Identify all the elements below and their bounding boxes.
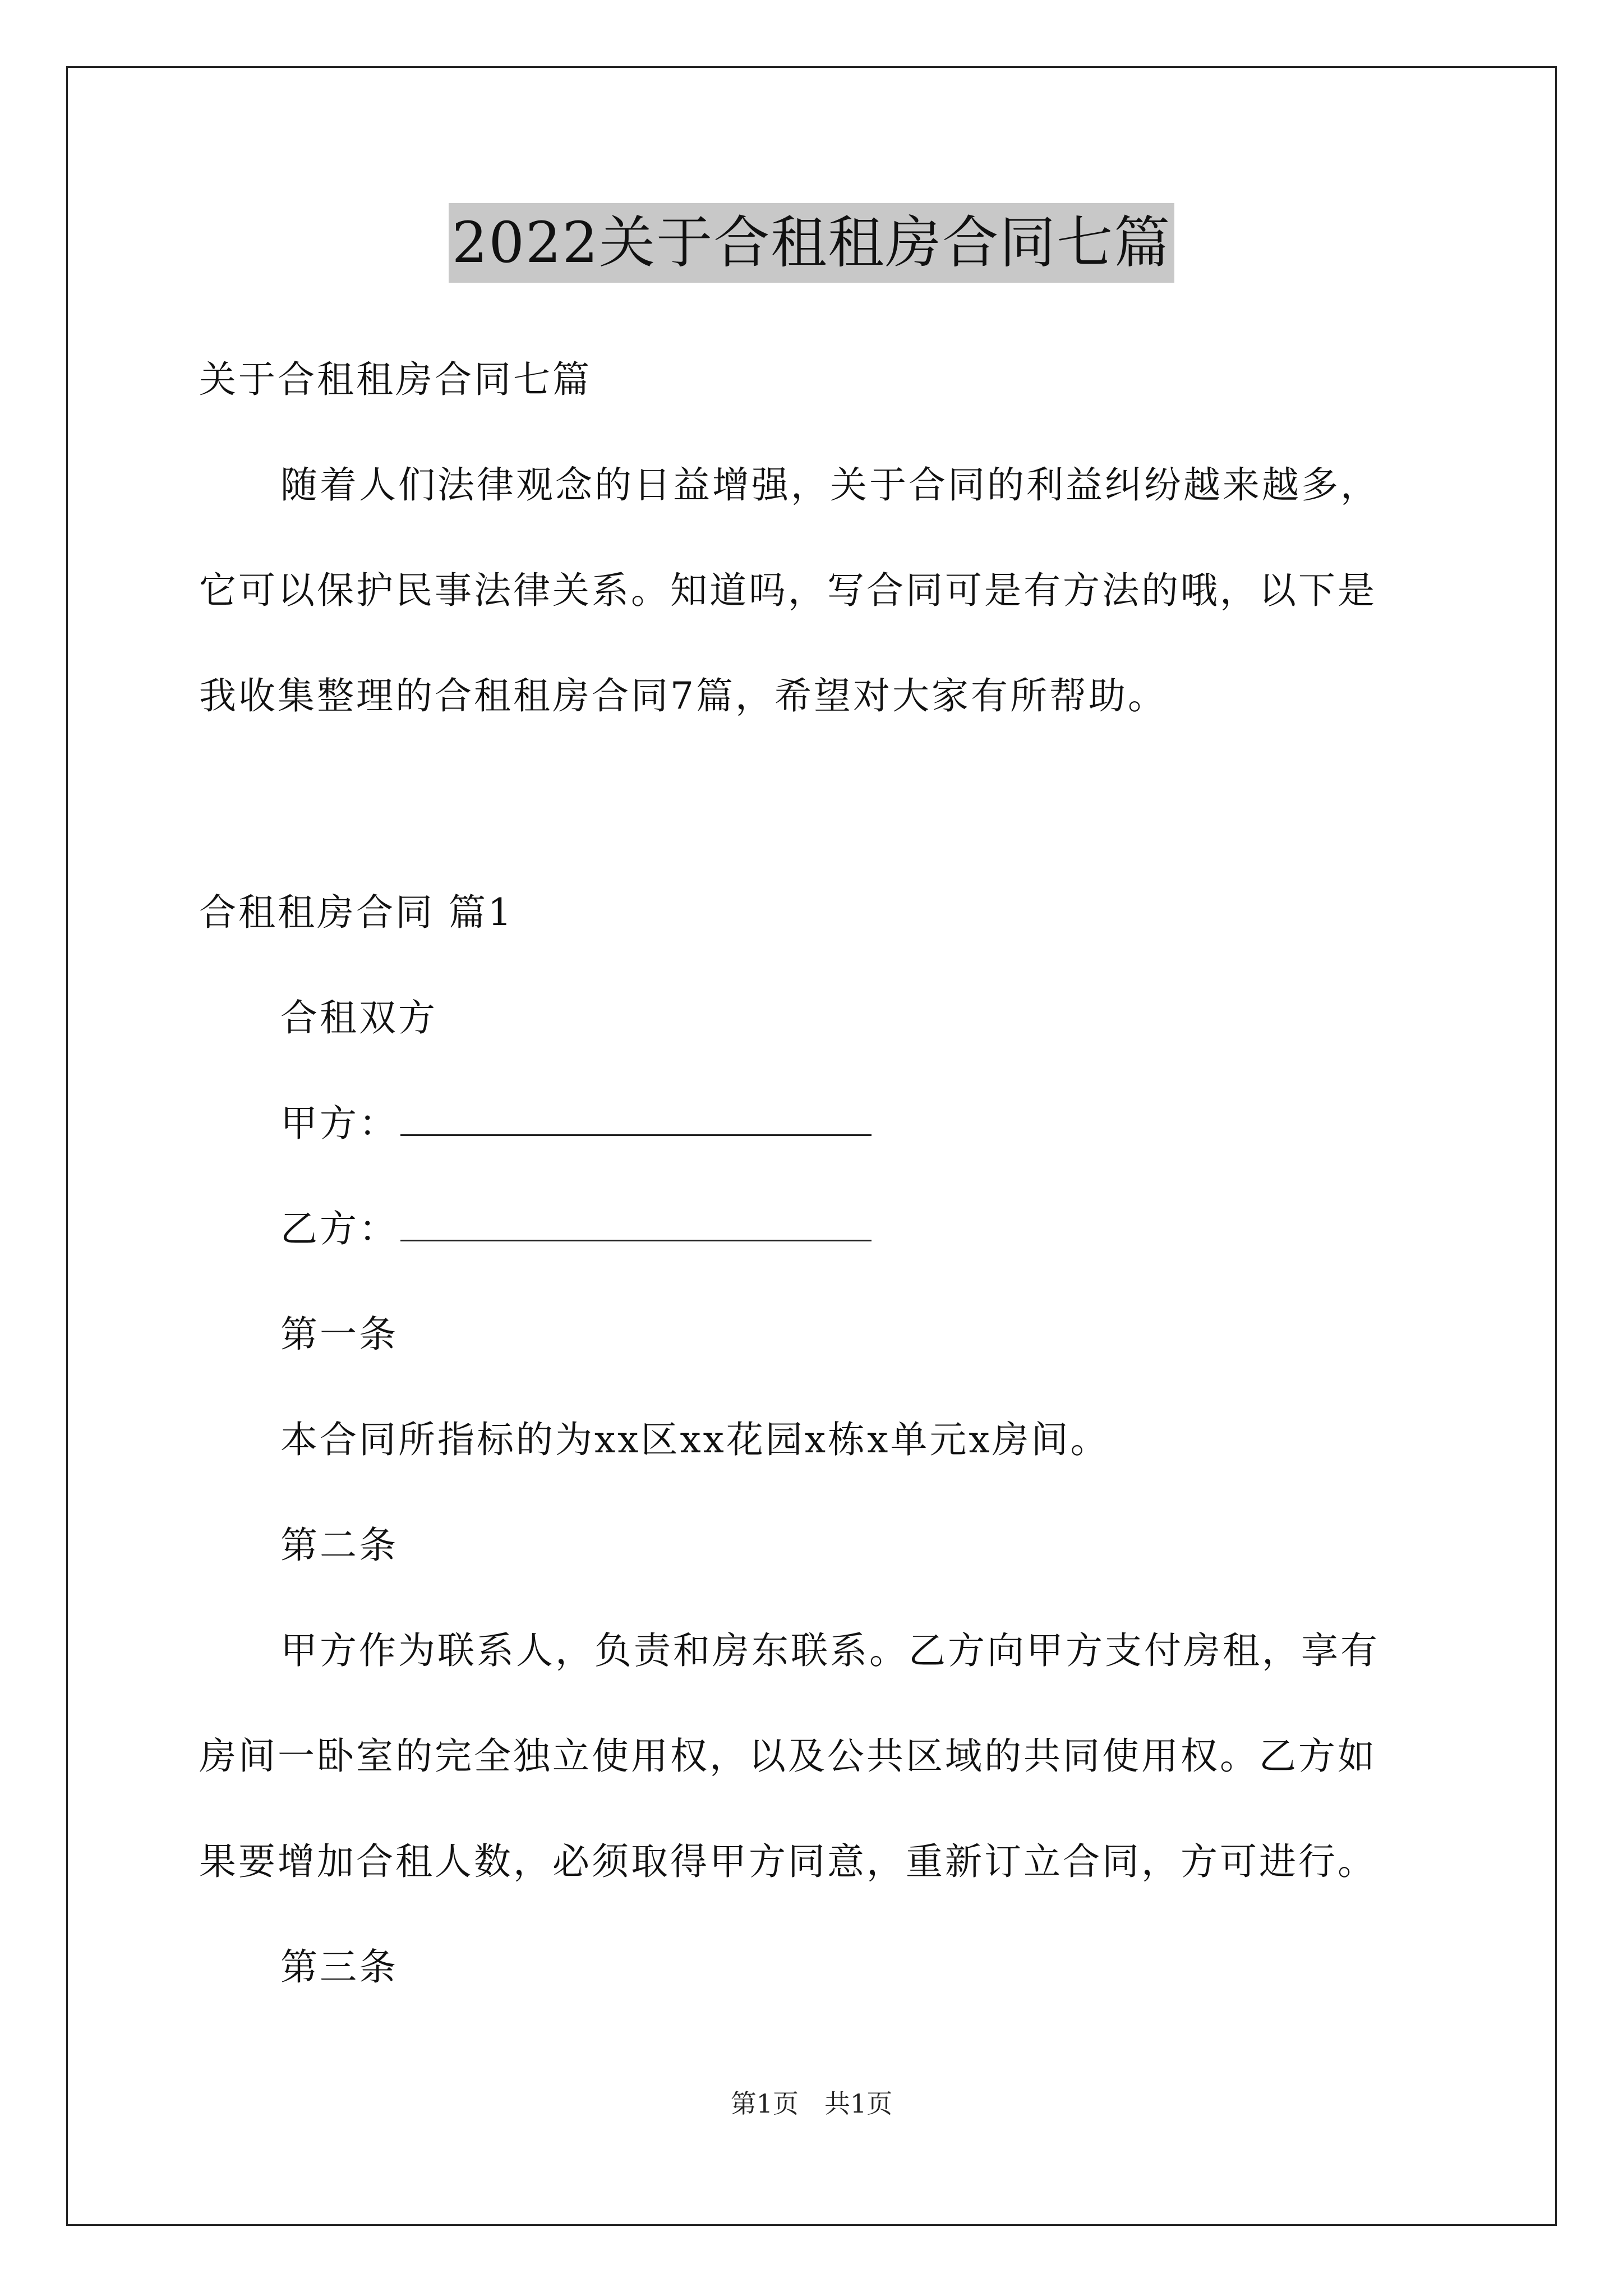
article2-heading: 第二条 [280,1524,398,1567]
article1-text: 本合同所指标的为xx区xx花园x栋x单元x房间。 [280,1418,1110,1461]
title-container [0,203,1623,283]
intro-line-2: 它可以保护民事法律关系。知道吗，写合同可是有方法的哦，以下是 [199,569,1377,612]
parties-heading: 合租双方 [280,996,437,1039]
party-b-row [280,1204,872,1254]
article2-line-3: 果要增加合租人数，必须取得甲方同意，重新订立合同，方可进行。 [199,1840,1377,1883]
intro-line-1: 随着人们法律观念的日益增强，关于合同的利益纠纷越来越多， [280,463,1380,507]
party-b-blank-line [400,1205,872,1241]
article3-heading: 第三条 [280,1945,398,1989]
article2-line-1: 甲方作为联系人，负责和房东联系。乙方向甲方支付房租，享有 [280,1629,1380,1672]
intro-line-3: 我收集整理的合租租房合同7篇，希望对大家有所帮助。 [199,674,1167,717]
article1-heading: 第一条 [280,1313,398,1356]
document-title: 2022关于合租租房合同七篇 [449,203,1175,283]
section-heading: 合租租房合同 篇1 [199,891,514,934]
party-b-label: 乙方： [280,1207,398,1250]
page-footer: 第1页 共1页 [730,2088,893,2119]
document-subtitle: 关于合租租房合同七篇 [199,358,592,401]
party-a-row [280,1098,872,1149]
party-a-blank-line [400,1099,872,1136]
party-a-label: 甲方： [280,1102,398,1145]
article2-line-2: 房间一卧室的完全独立使用权，以及公共区域的共同使用权。乙方如 [199,1734,1377,1778]
